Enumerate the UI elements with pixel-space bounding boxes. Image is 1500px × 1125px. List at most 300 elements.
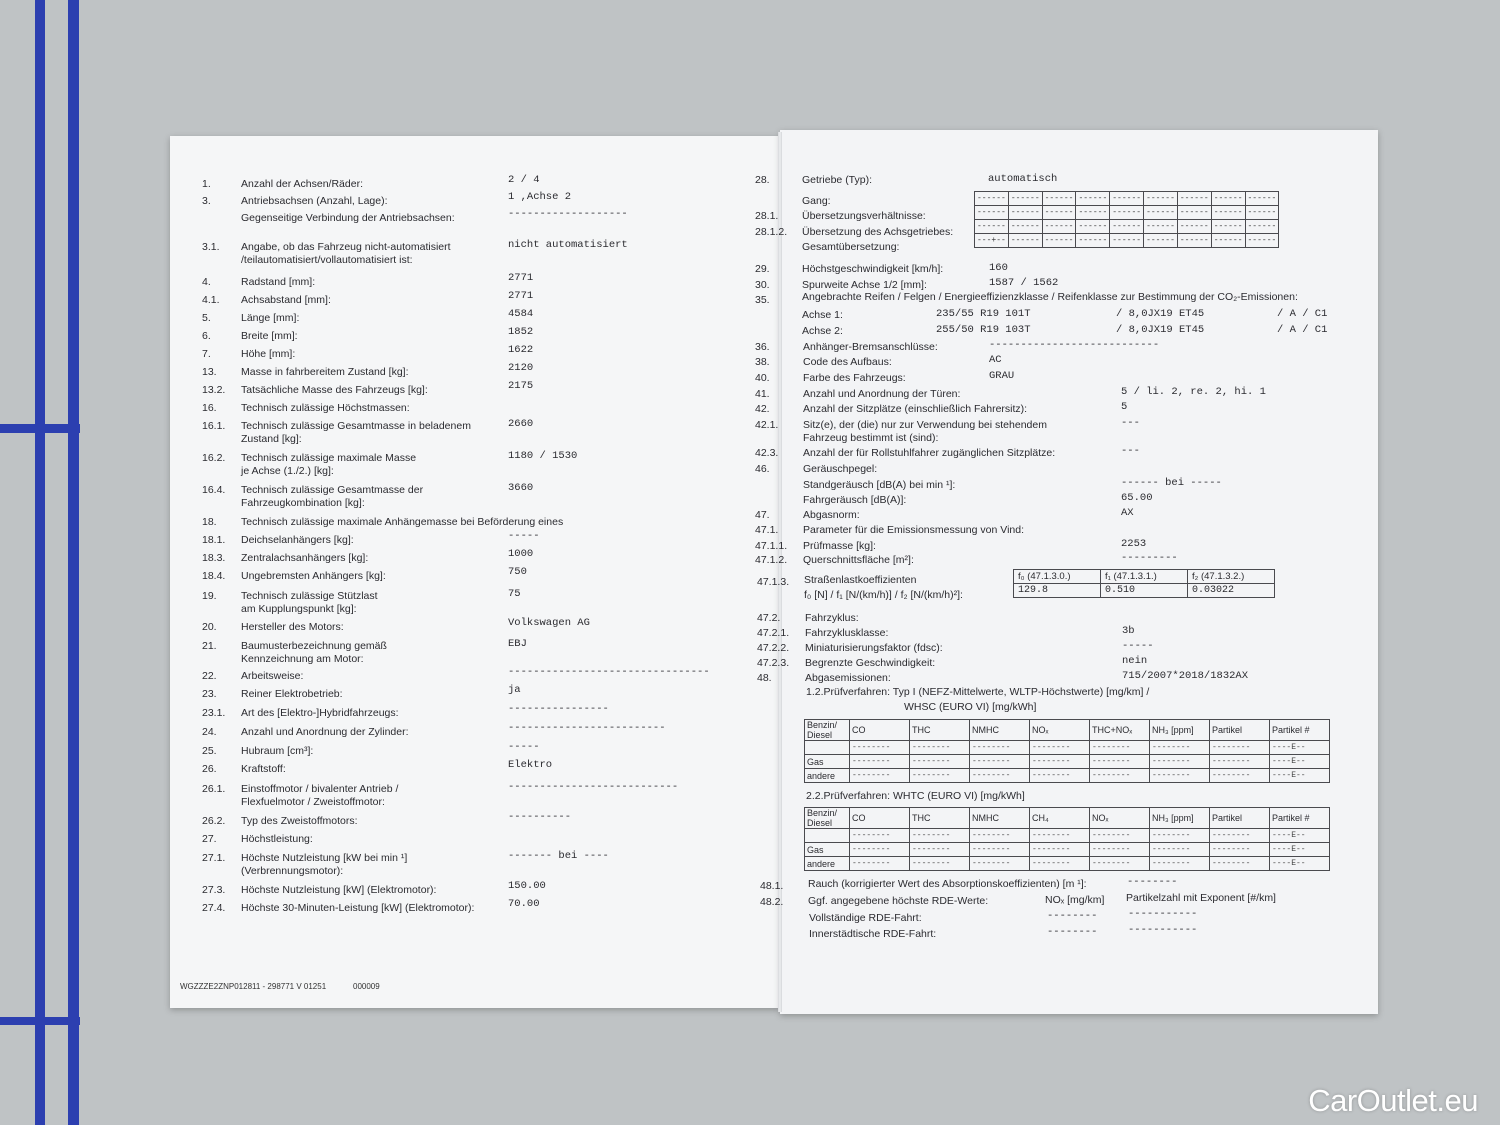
row-number: 27.1. [202,852,226,864]
field-label: Deichselanhängers [kg]: [241,534,354,546]
row-number: 6. [202,330,211,342]
field-value: ----- [508,530,540,542]
field-value: 2660 [508,418,534,430]
fuel-type-cell: Gas [805,755,850,769]
row-number: 7. [202,348,211,360]
field-label: Technisch zulässige Stützlast [241,590,378,602]
row-number: 42.1. [755,419,779,431]
emission-value-cell: -------- [1150,843,1210,857]
gear-table-cell: ------ [1177,192,1211,206]
field-value: ja [508,684,521,696]
emission-value-cell: -------- [1090,829,1150,843]
row-number: 18.1. [202,534,226,546]
row-number: 40. [755,372,770,384]
field-label: Farbe des Fahrzeugs: [803,372,906,384]
field-label: Miniaturisierungsfaktor (fdsc): [805,642,943,654]
row-number: 13. [202,366,217,378]
row-number: 47.2.1. [757,627,790,639]
emission-value-cell: ----E-- [1270,755,1330,769]
field-label: Übersetzung des Achsgetriebes: [802,226,954,238]
emission-value-cell: ----E-- [1270,843,1330,857]
field-label: Anzahl der Achsen/Räder: [241,178,363,190]
coef-header-cell: f₁ (47.1.3.1.) [1101,570,1188,584]
field-label: Höhe [mm]: [241,348,296,360]
field-label: Parameter für die Emissionsmessung von Vind: [803,524,1024,536]
gear-table-cell: ------ [1144,234,1178,248]
gear-table-cell: ------ [1042,220,1076,234]
field-label-line2: (Verbrennungsmotor): [241,865,344,877]
gear-table-cell: ------ [1042,206,1076,220]
emission-header-cell: CO [850,720,910,741]
tyre-size: 235/55 R19 101T [936,308,1031,320]
row-number: 26. [202,763,217,775]
field-value: 2 / 4 [508,174,540,186]
field-value: 1622 [508,344,534,356]
row-number: 18.4. [202,570,226,582]
row-number: 18.3. [202,552,226,564]
row-number: 27.3. [202,884,226,896]
field-value: 750 [508,566,527,578]
field-label: Baumusterbezeichnung gemäß [241,640,387,652]
field-label: Höchste Nutzleistung [kW bei min ¹] [241,852,408,864]
test-procedure-label: 2.2.Prüfverfahren: WHTC (EURO VI) [mg/kWh] [806,790,1025,802]
field-value: 2253 [1121,538,1147,550]
gear-table-cell: ------ [1076,192,1110,206]
fuel-type-cell: Gas [805,843,850,857]
emission-value-cell: -------- [910,769,970,783]
field-label: Vollständige RDE-Fahrt: [809,912,922,924]
fuel-type-cell [805,741,850,755]
field-label: Angabe, ob das Fahrzeug nicht-automatisiert [241,241,451,253]
emission-value-cell: -------- [850,829,910,843]
emission-value-cell: -------- [970,769,1030,783]
field-label: Getriebe (Typ): [802,174,873,186]
field-label: Abgasemissionen: [805,672,891,684]
gear-table-cell: ------ [1177,206,1211,220]
coef-header-cell: f₂ (47.1.3.2.) [1188,570,1275,584]
field-label: Hubraum [cm³]: [241,745,314,757]
field-label-line2: Fahrzeug bestimmt ist (sind): [803,432,939,444]
blue-tape-vertical-left [35,0,45,1125]
emission-header-cell: Benzin/ Diesel [805,720,850,741]
emission-value-cell: -------- [1030,829,1090,843]
field-value: ----------- [1128,924,1198,936]
field-value: 70.00 [508,898,540,910]
gear-table-cell: ------ [1245,206,1279,220]
row-number: 47.1. [755,524,779,536]
field-value: 65.00 [1121,492,1153,504]
row-number: 22. [202,670,217,682]
field-label: Prüfmasse [kg]: [803,540,876,552]
emission-header-cell: NOₓ [1030,720,1090,741]
field-label: Tatsächliche Masse des Fahrzeugs [kg]: [241,384,428,396]
tyre-class: / A / C1 [1277,308,1328,320]
emission-header-cell: THC+NOₓ [1090,720,1150,741]
field-value: ------------------- [508,208,628,220]
fuel-type-cell [805,829,850,843]
emission-value-cell: ----E-- [1270,741,1330,755]
field-label: Sitz(e), der (die) nur zur Verwendung bei stehendem [803,419,1047,431]
axle-label: Achse 2: [802,325,843,337]
field-label: Reiner Elektrobetrieb: [241,688,343,700]
field-value: 2120 [508,362,534,374]
test-procedure-label: 1.2.Prüfverfahren: Typ I (NEFZ-Mittelwerte, WLTP-Höchstwerte) [mg/km] / [806,686,1150,698]
field-label: Höchste Nutzleistung [kW] (Elektromotor): [241,884,437,896]
emission-value-cell: -------- [970,755,1030,769]
gear-table-cell: ------ [1177,220,1211,234]
field-label: Höchste 30-Minuten-Leistung [kW] (Elektromotor): [241,902,475,914]
coef-header-cell: f₀ (47.1.3.0.) [1014,570,1101,584]
gear-table-cell: ------ [1144,192,1178,206]
row-number: 3. [202,195,211,207]
field-label-line2: je Achse (1./2.) [kg]: [241,465,334,477]
row-number: 27. [202,833,217,845]
field-value: 160 [989,262,1008,274]
gear-table-cell: ------ [1211,234,1245,248]
field-label: Art des [Elektro-]Hybridfahrzeugs: [241,707,399,719]
gear-table-cell: ------ [1245,192,1279,206]
row-number: 29. [755,263,770,275]
field-label: Code des Aufbaus: [803,356,892,368]
gear-table-cell: ------ [1076,220,1110,234]
field-label-line2: am Kupplungspunkt [kg]: [241,603,357,615]
field-value: 3660 [508,482,534,494]
fuel-type-cell: andere [805,857,850,871]
field-value: ------------------------- [508,722,666,734]
row-number: 48.2. [760,896,784,908]
column-header: NOₓ [mg/km] [1045,894,1105,906]
row-number: 16.2. [202,452,226,464]
row-number: 48.1. [760,880,784,892]
field-value: 715/2007*2018/1832AX [1122,670,1249,682]
gear-table-cell: ------ [1042,234,1076,248]
emission-header-cell: NH₃ [ppm] [1150,808,1210,829]
field-label: Ungebremsten Anhängers [kg]: [241,570,386,582]
row-number: 18. [202,516,217,528]
row-number: 47. [755,509,770,521]
field-label: Standgeräusch [dB(A) bei min ¹]: [803,479,956,491]
field-value: -------- [1127,876,1178,888]
row-number: 46. [755,463,770,475]
emission-header-row [805,808,1330,829]
field-value: automatisch [988,173,1058,185]
field-value: 5 / li. 2, re. 2, hi. 1 [1121,386,1266,398]
emission-value-cell: -------- [1150,769,1210,783]
emission-value-cell: -------- [1030,857,1090,871]
field-label-line2: Fahrzeugkombination [kg]: [241,497,365,509]
field-value: ----- [1122,640,1154,652]
gear-table-row [975,192,1279,206]
field-value: 3b [1122,625,1135,637]
field-label: Begrenzte Geschwindigkeit: [805,657,936,669]
field-label: Zentralachsanhängers [kg]: [241,552,369,564]
field-label: Abgasnorm: [803,509,860,521]
field-value: nicht automatisiert [508,239,628,251]
gear-table-cell: ------ [1211,192,1245,206]
field-label: Anzahl und Anordnung der Türen: [803,388,961,400]
rim-size: / 8,0JX19 ET45 [1116,308,1205,320]
field-value: --- [1121,417,1140,429]
gear-table-cell: ------ [1076,234,1110,248]
emission-header-cell: Partikel [1210,808,1270,829]
gear-table-cell: ------ [1110,234,1144,248]
field-value: AC [989,354,1002,366]
emission-row [805,741,1330,755]
emission-value-cell: -------- [1210,829,1270,843]
field-label: Höchstgeschwindigkeit [km/h]: [802,263,944,275]
gear-table-cell: ------ [975,206,1009,220]
row-number: 47.2. [757,612,781,624]
gear-table-cell: ------ [1110,192,1144,206]
field-label: Länge [mm]: [241,312,300,324]
row-number: 16. [202,402,217,414]
gear-table-cell: ------ [975,220,1009,234]
row-number: 47.1.1. [755,540,788,552]
field-label: Fahrzyklusklasse: [805,627,889,639]
emission-value-cell: -------- [1090,741,1150,755]
field-value: ---------- [508,811,572,823]
emission-header-cell: THC [910,720,970,741]
emission-header-cell: NMHC [970,720,1030,741]
field-value: 1180 / 1530 [508,450,578,462]
field-value: 1587 / 1562 [989,277,1059,289]
emission-value-cell: ----E-- [1270,769,1330,783]
emission-value-cell: -------- [850,741,910,755]
gear-table-cell: ------ [975,192,1009,206]
field-label: Technisch zulässige maximale Anhängemasse bei Beförderung eines [241,516,564,528]
coef-table-row [1014,584,1275,598]
watermark: CarOutlet.eu [1308,1083,1478,1118]
row-number: 47.1.3. [757,576,790,588]
emission-row [805,829,1330,843]
emission-value-cell: -------- [970,843,1030,857]
emission-value-cell: -------- [1090,755,1150,769]
coef-value-cell: 129.8 [1014,584,1101,598]
emission-header-row [805,720,1330,741]
row-number: 35. [755,294,770,306]
field-value: 150.00 [508,880,546,892]
field-value: --------------------------- [989,339,1160,351]
row-number: 16.1. [202,420,226,432]
row-number: 47.1.2. [755,554,788,566]
field-label: Anzahl der Sitzplätze (einschließlich Fahrersitz): [803,403,1028,415]
row-number: 47.2.2. [757,642,790,654]
emission-value-cell: -------- [1090,857,1150,871]
emission-row [805,755,1330,769]
emission-value-cell: -------- [910,741,970,755]
gear-table-cell: ------ [1110,220,1144,234]
field-value: Elektro [508,759,553,771]
field-value: AX [1121,507,1134,519]
tyre-class: / A / C1 [1277,324,1328,336]
emission-value-cell: -------- [910,755,970,769]
field-value: Volkswagen AG [508,617,590,629]
field-label: Spurweite Achse 1/2 [mm]: [802,279,927,291]
test-procedure-label-line2: WHSC (EURO VI) [mg/kWh] [904,701,1037,713]
field-label-line2: Flexfuelmotor / Zweistoffmotor: [241,796,385,808]
row-number: 5. [202,312,211,324]
blue-tape-vertical-right [68,0,79,1125]
emission-value-cell: -------- [1150,755,1210,769]
row-number: 21. [202,640,217,652]
emission-value-cell: -------- [970,829,1030,843]
emission-value-cell: -------- [910,829,970,843]
emission-row [805,843,1330,857]
field-value: ------ bei ----- [1121,477,1222,489]
emission-value-cell: -------- [1090,769,1150,783]
field-value: 2175 [508,380,534,392]
emission-header-cell: Partikel # [1270,808,1330,829]
field-label: Anzahl der für Rollstuhlfahrer zugänglichen Sitzplätze: [803,447,1056,459]
field-label: Übersetzungsverhältnisse: [802,210,926,222]
gear-table-cell: ------ [1008,220,1042,234]
emission-value-cell: -------- [1090,843,1150,857]
field-label: Ggf. angegebene höchste RDE-Werte: [808,895,989,907]
field-label: Anhänger-Bremsanschlüsse: [803,341,938,353]
gear-table-cell: ------ [1245,234,1279,248]
field-value: --- [1121,445,1140,457]
emission-header-cell: CO [850,808,910,829]
field-value: 4584 [508,308,534,320]
gear-table-row [975,220,1279,234]
row-number: 13.2. [202,384,226,396]
emission-value-cell: -------- [1150,857,1210,871]
coef-value-cell: 0.510 [1101,584,1188,598]
field-label: Einstoffmotor / bivalenter Antrieb / [241,783,399,795]
row-number: 23. [202,688,217,700]
field-value: 2771 [508,290,534,302]
emission-value-cell: -------- [910,857,970,871]
emission-value-cell: -------- [970,741,1030,755]
row-number: 38. [755,356,770,368]
row-number: 30. [755,279,770,291]
row-number: 26.2. [202,815,226,827]
emission-value-cell: -------- [1030,755,1090,769]
field-value: 5 [1121,401,1128,413]
field-value: nein [1122,655,1148,667]
emission-value-cell: ----E-- [1270,829,1330,843]
field-label: Höchstleistung: [241,833,313,845]
emission-value-cell: -------- [1030,843,1090,857]
emission-header-cell: NOₓ [1090,808,1150,829]
row-number: 28.1. [755,210,779,222]
row-number: 4. [202,276,211,288]
emission-value-cell: -------- [1210,857,1270,871]
field-label: Geräuschpegel: [803,463,878,475]
gear-table-row [975,234,1279,248]
gear-table-cell: ------ [1144,206,1178,220]
emission-header-cell: Benzin/ Diesel [805,808,850,829]
gear-ratio-table [974,191,1279,248]
emission-value-cell: -------- [970,857,1030,871]
row-number: 28. [755,174,770,186]
gear-table-cell: ------ [1008,206,1042,220]
emission-value-cell: -------- [1030,769,1090,783]
field-label: Typ des Zweistoffmotors: [241,815,358,827]
field-value: GRAU [989,370,1015,382]
gear-table-cell: ---+-- [975,234,1009,248]
row-number: 25. [202,745,217,757]
emission-row [805,769,1330,783]
field-label: Radstand [mm]: [241,276,316,288]
field-label: Gesamtübersetzung: [802,241,900,253]
emission-value-cell: -------- [850,769,910,783]
gear-table-cell: ------ [1110,206,1144,220]
gear-table-row [975,206,1279,220]
gear-table-cell: ------ [1211,206,1245,220]
column-header: Partikelzahl mit Exponent [#/km] [1126,892,1276,904]
field-label: Querschnittsfläche [m²]: [803,554,914,566]
coef-value-cell: 0.03022 [1188,584,1275,598]
fuel-type-cell: andere [805,769,850,783]
emission-value-cell: -------- [1210,755,1270,769]
field-label: Gang: [802,195,831,207]
field-label: Anzahl und Anordnung der Zylinder: [241,726,409,738]
emission-value-cell: -------- [850,857,910,871]
emission-value-cell: -------- [850,755,910,769]
emission-table-type1 [804,719,1330,783]
field-label: Technisch zulässige maximale Masse [241,452,417,464]
field-label: Technisch zulässige Höchstmassen: [241,402,410,414]
gear-table-cell: ------ [1076,206,1110,220]
gear-table-cell: ------ [1008,192,1042,206]
footer-vin: WGZZZE2ZNP012811 - 298771 V 01251 [180,982,327,991]
emission-value-cell: -------- [1150,741,1210,755]
row-number: 20. [202,621,217,633]
row-number: 47.2.3. [757,657,790,669]
row-number: 27.4. [202,902,226,914]
emission-header-cell: CH₄ [1030,808,1090,829]
row-number: 3.1. [202,241,220,253]
road-load-coefficient-table [1013,569,1275,598]
row-number: 36. [755,341,770,353]
row-number: 16.4. [202,484,226,496]
field-value: ---------------- [508,703,609,715]
field-value: ------- bei ---- [508,850,609,862]
row-number: 4.1. [202,294,220,306]
tyre-size: 255/50 R19 103T [936,324,1031,336]
field-value: EBJ [508,638,527,650]
blue-tape-horizontal-1 [0,424,80,433]
field-value: 75 [508,588,521,600]
field-value: -------- [1047,910,1098,922]
row-number: 42.3. [755,447,779,459]
emission-header-cell: NMHC [970,808,1030,829]
emission-row [805,857,1330,871]
field-label: Fahrzyklus: [805,612,859,624]
emission-header-cell: Partikel [1210,720,1270,741]
row-number: 28.1.2. [755,226,788,238]
row-number: 19. [202,590,217,602]
footer-page-number: 000009 [353,982,380,991]
field-label: Gegenseitige Verbindung der Antriebsachsen: [241,212,455,224]
coef-table-row [1014,570,1275,584]
emission-header-cell: Partikel # [1270,720,1330,741]
blue-tape-horizontal-2 [0,1017,80,1025]
gear-table-cell: ------ [1245,220,1279,234]
emission-value-cell: -------- [910,843,970,857]
emission-value-cell: -------- [1030,741,1090,755]
field-label: Arbeitsweise: [241,670,304,682]
emission-value-cell: -------- [1210,741,1270,755]
field-value: --------------------------- [508,781,679,793]
row-number: 26.1. [202,783,226,795]
field-value: 1000 [508,548,534,560]
axle-label: Achse 1: [802,309,843,321]
field-label: Technisch zulässige Gesamtmasse in beladenem [241,420,471,432]
emission-header-cell: THC [910,808,970,829]
field-label: Rauch (korrigierter Wert des Absorptionskoeffizienten) [m ¹]: [808,878,1087,890]
